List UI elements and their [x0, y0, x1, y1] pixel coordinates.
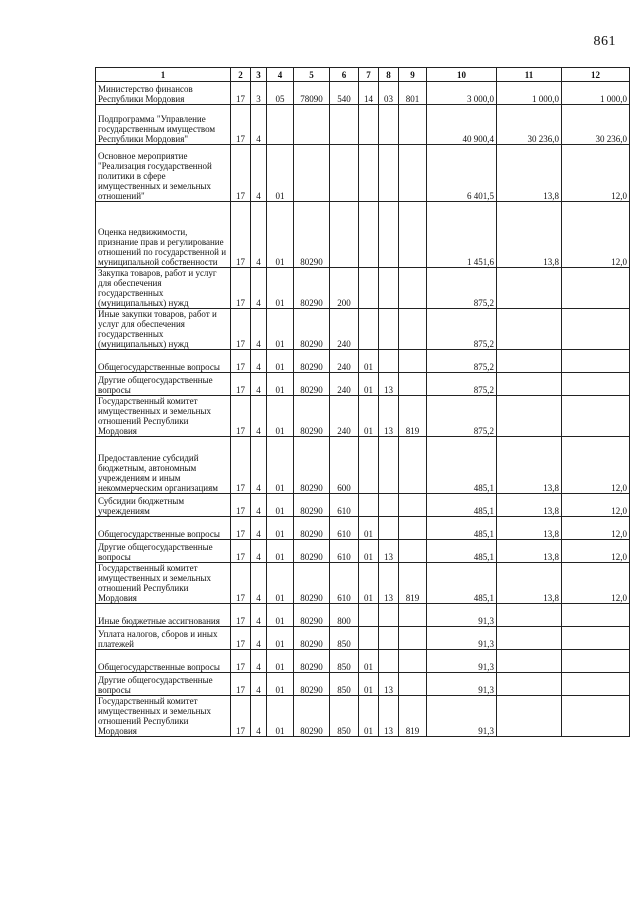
table-cell-name: Другие общегосударственные вопросы	[96, 673, 231, 696]
table-cell-code-9	[399, 673, 427, 696]
table-cell-value-11: 13,8	[497, 517, 562, 540]
table-cell-code-2: 17	[231, 309, 251, 350]
table-cell-code-9	[399, 517, 427, 540]
table-cell-code-8: 13	[379, 373, 399, 396]
table-row	[96, 540, 630, 563]
table-row	[96, 82, 630, 105]
table-cell-code-6: 610	[330, 540, 359, 563]
table-cell-code-8	[379, 309, 399, 350]
table-row	[96, 627, 630, 650]
table-cell-code-2: 17	[231, 82, 251, 105]
table-cell-code-3: 4	[251, 650, 267, 673]
table-cell-value-12: 12,0	[562, 494, 630, 517]
table-cell-code-6: 240	[330, 350, 359, 373]
table-cell-code-8	[379, 202, 399, 268]
table-cell-code-4: 01	[267, 517, 294, 540]
table-cell-name: Предоставление субсидий бюджетным, автономным учреждениям и иным некоммерческим организациям	[96, 437, 231, 494]
table-cell-code-3: 4	[251, 202, 267, 268]
table-cell-value-11: 13,8	[497, 437, 562, 494]
table-cell-value-10: 875,2	[427, 350, 497, 373]
table-cell-value-10: 40 900,4	[427, 105, 497, 145]
table-cell-code-4: 01	[267, 673, 294, 696]
table-cell-value-10: 91,3	[427, 696, 497, 737]
table-cell-code-9	[399, 437, 427, 494]
table-cell-code-8	[379, 650, 399, 673]
table-cell-code-9	[399, 627, 427, 650]
table-cell-code-6: 600	[330, 437, 359, 494]
table-cell-code-8	[379, 627, 399, 650]
table-row	[96, 517, 630, 540]
table-cell-code-6	[330, 145, 359, 202]
table-cell-code-2: 17	[231, 350, 251, 373]
table-cell-name: Иные бюджетные ассигнования	[96, 604, 231, 627]
table-cell-code-7	[359, 145, 379, 202]
table-cell-code-6: 240	[330, 373, 359, 396]
table-cell-name: Государственный комитет имущественных и земельных отношений Республики Мордовия	[96, 563, 231, 604]
table-cell-name: Подпрограмма "Управление государственным имуществом Республики Мордовия"	[96, 105, 231, 145]
table-cell-code-6: 200	[330, 268, 359, 309]
table-cell-code-4: 01	[267, 494, 294, 517]
table-cell-code-8: 13	[379, 673, 399, 696]
table-cell-code-4: 01	[267, 650, 294, 673]
table-cell-code-8: 13	[379, 563, 399, 604]
table-cell-code-7	[359, 105, 379, 145]
table-cell-code-3: 4	[251, 673, 267, 696]
table-cell-code-3: 4	[251, 373, 267, 396]
table-cell-code-8	[379, 145, 399, 202]
table-cell-code-8	[379, 268, 399, 309]
table-cell-value-10: 875,2	[427, 268, 497, 309]
table-cell-code-5: 80290	[294, 494, 330, 517]
table-row	[96, 350, 630, 373]
table-cell-code-4: 01	[267, 373, 294, 396]
table-row	[96, 696, 630, 737]
table-cell-value-10: 3 000,0	[427, 82, 497, 105]
table-cell-name: Государственный комитет имущественных и земельных отношений Республики Мордовия	[96, 396, 231, 437]
table-cell-code-7: 01	[359, 350, 379, 373]
table-cell-code-7	[359, 437, 379, 494]
column-header-11: 11	[497, 68, 562, 82]
table-cell-value-12	[562, 396, 630, 437]
table-cell-code-8: 03	[379, 82, 399, 105]
table-cell-name: Субсидии бюджетным учреждениям	[96, 494, 231, 517]
table-cell-value-10: 485,1	[427, 494, 497, 517]
table-cell-value-12: 12,0	[562, 202, 630, 268]
table-cell-code-8	[379, 494, 399, 517]
table-cell-code-7: 01	[359, 696, 379, 737]
column-header-9: 9	[399, 68, 427, 82]
table-cell-code-6: 850	[330, 696, 359, 737]
table-cell-code-6: 610	[330, 494, 359, 517]
table-cell-code-9	[399, 650, 427, 673]
table-cell-code-4: 01	[267, 627, 294, 650]
table-cell-value-10: 875,2	[427, 309, 497, 350]
table-cell-code-8: 13	[379, 696, 399, 737]
table-cell-code-2: 17	[231, 145, 251, 202]
table-cell-name: Другие общегосударственные вопросы	[96, 373, 231, 396]
table-cell-code-8: 13	[379, 540, 399, 563]
table-cell-value-11: 13,8	[497, 540, 562, 563]
table-cell-code-4: 01	[267, 202, 294, 268]
column-header-2: 2	[231, 68, 251, 82]
table-row	[96, 494, 630, 517]
table-cell-code-2: 17	[231, 396, 251, 437]
table-cell-value-12: 12,0	[562, 145, 630, 202]
table-cell-code-2: 17	[231, 494, 251, 517]
table-cell-value-11	[497, 673, 562, 696]
table-cell-code-8: 13	[379, 396, 399, 437]
table-body	[96, 82, 630, 737]
budget-table	[95, 67, 630, 737]
table-cell-code-5: 80290	[294, 650, 330, 673]
table-cell-code-4: 01	[267, 350, 294, 373]
column-header-12: 12	[562, 68, 630, 82]
table-cell-value-12: 12,0	[562, 563, 630, 604]
table-cell-code-6	[330, 202, 359, 268]
table-cell-code-8	[379, 604, 399, 627]
table-cell-code-7: 01	[359, 517, 379, 540]
table-cell-code-5	[294, 105, 330, 145]
table-cell-code-9	[399, 604, 427, 627]
table-cell-value-10: 485,1	[427, 540, 497, 563]
table-cell-value-11: 30 236,0	[497, 105, 562, 145]
table-row	[96, 105, 630, 145]
table-cell-code-4: 01	[267, 309, 294, 350]
table-cell-code-7: 01	[359, 373, 379, 396]
table-cell-code-5: 80290	[294, 696, 330, 737]
table-cell-code-9	[399, 494, 427, 517]
table-cell-code-6: 850	[330, 673, 359, 696]
table-cell-code-2: 17	[231, 202, 251, 268]
table-cell-code-8	[379, 437, 399, 494]
table-cell-code-3: 3	[251, 82, 267, 105]
table-cell-value-11	[497, 268, 562, 309]
table-cell-code-6: 610	[330, 517, 359, 540]
table-cell-code-3: 4	[251, 494, 267, 517]
table-cell-code-8	[379, 105, 399, 145]
page-number: 861	[593, 34, 616, 49]
table-cell-code-2: 17	[231, 627, 251, 650]
table-cell-code-7	[359, 604, 379, 627]
table-row	[96, 309, 630, 350]
table-cell-code-5: 80290	[294, 604, 330, 627]
table-cell-code-5: 80290	[294, 540, 330, 563]
table-cell-code-7	[359, 627, 379, 650]
column-header-1: 1	[96, 68, 231, 82]
table-cell-name: Общегосударственные вопросы	[96, 650, 231, 673]
table-cell-value-11	[497, 350, 562, 373]
table-cell-name: Иные закупки товаров, работ и услуг для обеспечения государственных (муниципальных) нужд	[96, 309, 231, 350]
table-cell-value-12	[562, 309, 630, 350]
table-cell-code-3: 4	[251, 437, 267, 494]
table-cell-code-5: 80290	[294, 563, 330, 604]
table-cell-value-10: 1 451,6	[427, 202, 497, 268]
table-row	[96, 373, 630, 396]
table-cell-code-2: 17	[231, 696, 251, 737]
table-cell-code-7: 01	[359, 396, 379, 437]
table-cell-value-11	[497, 696, 562, 737]
table-cell-code-6	[330, 105, 359, 145]
table-cell-code-2: 17	[231, 268, 251, 309]
table-cell-value-12: 30 236,0	[562, 105, 630, 145]
table-header	[96, 68, 630, 82]
column-header-6: 6	[330, 68, 359, 82]
table-cell-value-10: 6 401,5	[427, 145, 497, 202]
table-cell-code-6: 240	[330, 309, 359, 350]
table-cell-name: Оценка недвижимости, признание прав и регулирование отношений по государственной и муниципальной собственности	[96, 202, 231, 268]
table-cell-value-12	[562, 350, 630, 373]
table-cell-value-12	[562, 696, 630, 737]
table-cell-value-11	[497, 650, 562, 673]
table-cell-value-11: 13,8	[497, 145, 562, 202]
table-cell-code-3: 4	[251, 309, 267, 350]
column-header-8: 8	[379, 68, 399, 82]
table-cell-code-7: 14	[359, 82, 379, 105]
table-cell-code-9	[399, 350, 427, 373]
table-cell-code-3: 4	[251, 105, 267, 145]
table-cell-code-4: 01	[267, 268, 294, 309]
table-cell-code-6: 240	[330, 396, 359, 437]
table-cell-code-2: 17	[231, 673, 251, 696]
table-cell-name: Общегосударственные вопросы	[96, 350, 231, 373]
table-cell-value-12	[562, 373, 630, 396]
table-cell-code-4: 05	[267, 82, 294, 105]
table-cell-code-4: 01	[267, 437, 294, 494]
table-row	[96, 202, 630, 268]
table-cell-code-3: 4	[251, 627, 267, 650]
table-cell-value-11: 13,8	[497, 494, 562, 517]
table-cell-value-10: 875,2	[427, 373, 497, 396]
table-cell-code-9	[399, 202, 427, 268]
table-cell-value-12	[562, 673, 630, 696]
table-cell-name: Другие общегосударственные вопросы	[96, 540, 231, 563]
table-cell-value-10: 91,3	[427, 604, 497, 627]
table-cell-value-12: 12,0	[562, 517, 630, 540]
table-row	[96, 650, 630, 673]
table-cell-name: Государственный комитет имущественных и земельных отношений Республики Мордовия	[96, 696, 231, 737]
table-cell-code-3: 4	[251, 517, 267, 540]
table-cell-code-3: 4	[251, 540, 267, 563]
table-row	[96, 396, 630, 437]
table-cell-code-4: 01	[267, 604, 294, 627]
table-cell-code-4	[267, 105, 294, 145]
table-cell-value-12	[562, 650, 630, 673]
table-row	[96, 563, 630, 604]
table-cell-value-11: 1 000,0	[497, 82, 562, 105]
table-cell-code-9	[399, 373, 427, 396]
table-cell-code-9: 819	[399, 696, 427, 737]
table-cell-code-5: 80290	[294, 396, 330, 437]
table-cell-code-3: 4	[251, 563, 267, 604]
table-cell-code-7: 01	[359, 540, 379, 563]
table-cell-code-7: 01	[359, 673, 379, 696]
column-header-5: 5	[294, 68, 330, 82]
table-cell-value-12	[562, 268, 630, 309]
table-cell-code-3: 4	[251, 268, 267, 309]
table-cell-value-11: 13,8	[497, 202, 562, 268]
table-cell-code-8	[379, 350, 399, 373]
table-cell-code-9	[399, 268, 427, 309]
table-cell-code-9: 819	[399, 396, 427, 437]
table-cell-code-5: 80290	[294, 350, 330, 373]
table-cell-value-10: 485,1	[427, 563, 497, 604]
table-cell-code-7	[359, 202, 379, 268]
table-cell-code-2: 17	[231, 540, 251, 563]
table-cell-code-9	[399, 540, 427, 563]
table-cell-value-11	[497, 309, 562, 350]
table-row	[96, 604, 630, 627]
table-cell-code-5: 80290	[294, 309, 330, 350]
table-cell-value-11	[497, 396, 562, 437]
table-cell-code-7: 01	[359, 650, 379, 673]
table-cell-code-3: 4	[251, 350, 267, 373]
table-cell-code-2: 17	[231, 650, 251, 673]
table-row	[96, 437, 630, 494]
table-cell-value-10: 485,1	[427, 437, 497, 494]
table-cell-code-2: 17	[231, 105, 251, 145]
table-cell-value-11	[497, 627, 562, 650]
table-cell-code-9: 819	[399, 563, 427, 604]
table-cell-code-2: 17	[231, 604, 251, 627]
table-cell-name: Закупка товаров, работ и услуг для обеспечения государственных (муниципальных) нужд	[96, 268, 231, 309]
table-cell-code-7	[359, 268, 379, 309]
table-cell-name: Основное мероприятие "Реализация государственной политики в сфере имущественных и земельных отношений"	[96, 145, 231, 202]
table-cell-code-7	[359, 494, 379, 517]
table-cell-code-4: 01	[267, 563, 294, 604]
table-cell-code-2: 17	[231, 437, 251, 494]
table-cell-code-9	[399, 309, 427, 350]
table-cell-code-6: 850	[330, 650, 359, 673]
table-row	[96, 673, 630, 696]
table-cell-name: Министерство финансов Республики Мордовия	[96, 82, 231, 105]
table-cell-code-6: 800	[330, 604, 359, 627]
table-row	[96, 268, 630, 309]
table-cell-code-3: 4	[251, 396, 267, 437]
table-cell-code-3: 4	[251, 604, 267, 627]
table-cell-code-7: 01	[359, 563, 379, 604]
column-header-10: 10	[427, 68, 497, 82]
header-row	[96, 68, 630, 82]
table-cell-value-12	[562, 604, 630, 627]
table-cell-code-2: 17	[231, 563, 251, 604]
table-cell-code-5: 80290	[294, 268, 330, 309]
table-cell-value-12: 1 000,0	[562, 82, 630, 105]
table-cell-code-9	[399, 105, 427, 145]
table-cell-code-8	[379, 517, 399, 540]
table-cell-code-5: 78090	[294, 82, 330, 105]
table-cell-code-3: 4	[251, 145, 267, 202]
table-cell-value-12	[562, 627, 630, 650]
table-cell-code-5: 80290	[294, 202, 330, 268]
table-cell-value-10: 485,1	[427, 517, 497, 540]
table-cell-code-2: 17	[231, 373, 251, 396]
column-header-7: 7	[359, 68, 379, 82]
table-cell-code-5: 80290	[294, 373, 330, 396]
table-cell-value-10: 91,3	[427, 650, 497, 673]
table-cell-code-5: 80290	[294, 673, 330, 696]
table-cell-value-10: 875,2	[427, 396, 497, 437]
table-cell-code-2: 17	[231, 517, 251, 540]
table-cell-code-9: 801	[399, 82, 427, 105]
table-cell-value-11	[497, 373, 562, 396]
table-cell-code-5: 80290	[294, 627, 330, 650]
table-cell-code-6: 850	[330, 627, 359, 650]
table-cell-code-4: 01	[267, 396, 294, 437]
column-header-4: 4	[267, 68, 294, 82]
table-cell-code-3: 4	[251, 696, 267, 737]
table-cell-name: Общегосударственные вопросы	[96, 517, 231, 540]
table-cell-value-10: 91,3	[427, 627, 497, 650]
table-cell-code-6: 610	[330, 563, 359, 604]
table-cell-code-9	[399, 145, 427, 202]
table-cell-code-7	[359, 309, 379, 350]
table-cell-value-11: 13,8	[497, 563, 562, 604]
table-cell-code-6: 540	[330, 82, 359, 105]
table-cell-code-4: 01	[267, 540, 294, 563]
table-cell-value-11	[497, 604, 562, 627]
column-header-3: 3	[251, 68, 267, 82]
table-row	[96, 145, 630, 202]
table-cell-value-12: 12,0	[562, 540, 630, 563]
table-cell-code-5	[294, 145, 330, 202]
table-cell-code-4: 01	[267, 696, 294, 737]
table-cell-value-10: 91,3	[427, 673, 497, 696]
table-cell-name: Уплата налогов, сборов и иных платежей	[96, 627, 231, 650]
table-cell-code-4: 01	[267, 145, 294, 202]
table-cell-code-5: 80290	[294, 517, 330, 540]
table-cell-code-5: 80290	[294, 437, 330, 494]
table-cell-value-12: 12,0	[562, 437, 630, 494]
